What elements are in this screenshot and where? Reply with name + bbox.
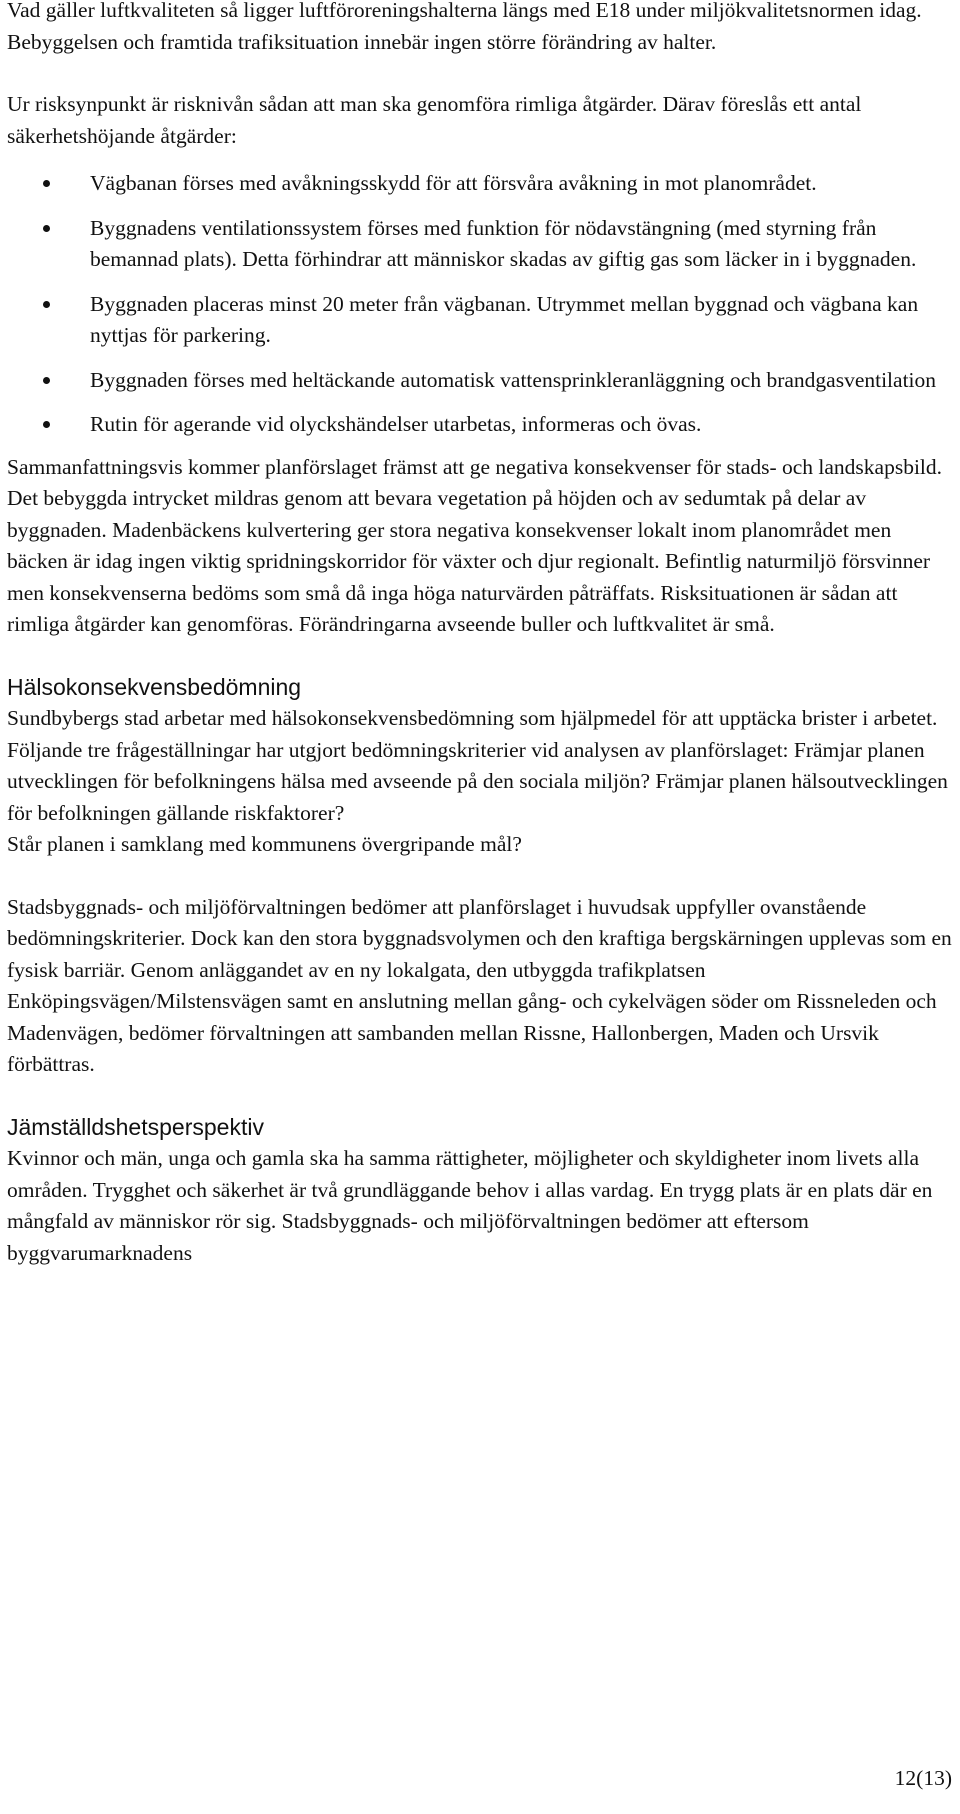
bullet-icon [43,180,50,187]
equality-heading: Jämställdshetsperspektiv [7,1113,264,1140]
bullet-icon [43,301,50,308]
health-paragraph-text: Sundbybergs stad arbetar med hälsokonsekvensbedömning som hjälpmedel för att upptäcka brister i arbetet. Följande tre frågeställningar har utgjort bedömningskriterier vid analysen av planförslaget: Främjar planen utvecklingen för befolkningens hälsa med avseende på den sociala miljön? Främjar planen hälsoutvecklingen för befolkningen gällande riskfaktorer? [7,706,948,825]
list-item [7,289,955,352]
health-paragraph [7,703,955,861]
bullet-icon [43,421,50,428]
list-item-text: Vägbanan förses med avåkningsskydd för att försvåra avåkning in mot planområdet. [90,171,817,195]
list-item [7,213,955,276]
list-item-text: Byggnaden placeras minst 20 meter från vägbanan. Utrymmet mellan byggnad och vägbana kan nyttjas för parkering. [90,291,919,347]
list-item [7,168,955,200]
safety-measures-list [7,168,955,441]
list-item-text: Byggnadens ventilationssystem förses med funktion för nödavstängning (med styrning från bemannad plats). Detta förhindrar att människor skadas av giftig gas som läcker in i byggnaden. [90,215,917,271]
page-content [7,0,955,1269]
summary-paragraph: Sammanfattningsvis kommer planförslaget främst att ge negativa konsekvenser för stads- och landskapsbild. Det bebyggda intrycket mildras genom att bevara vegetation på höjden och av sedumtak på delar av byggnaden. Madenbäckens kulvertering ger stora negativa konsekvenser lokalt inom planområdet men bäcken är idag ingen viktig spridningskorridor för växter och djur regionalt. Befintlig naturmiljö försvinner men konsekvenserna bedöms som små då inga höga naturvärden påträffats. Risksituationen är sådan att rimliga åtgärder kan genomföras. Förändringarna avseende buller och luftkvalitet är små. [7,454,943,636]
bullet-icon [43,377,50,384]
risk-paragraph: Ur risksynpunkt är risknivån sådan att man ska genomföra rimliga åtgärder. Därav föreslås ett antal säkerhetshöjande åtgärder: [7,92,862,148]
health-heading: Hälsokonsekvensbedömning [7,673,302,700]
list-item-text: Byggnaden förses med heltäckande automatisk vattensprinkleranläggning och brandgasventilation [90,367,937,392]
equality-paragraph: Kvinnor och män, unga och gamla ska ha samma rättigheter, möjligheter och skyldigheter inom livets alla områden. Trygghet och säkerhet är två grundläggande behov i allas vardag. En trygg plats är en plats där en mångfald av människor rör sig. Stadsbyggnads- och miljöförvaltningen bedömer att eftersom byggvarumarknadens [7,1146,933,1265]
air-quality-paragraph: Vad gäller luftkvaliteten så ligger luftföroreningshalterna längs med E18 under miljökvalitetsnormen idag. Bebyggelsen och framtida trafiksituation innebär ingen större förändring av halter. [7,0,922,54]
list-item-text: Rutin för agerande vid olyckshändelser utarbetas, informeras och övas. [90,412,702,436]
assessment-paragraph: Stadsbyggnads- och miljöförvaltningen bedömer att planförslaget i huvudsak uppfyller ovanstående bedömningskriterier. Dock kan den stora byggnadsvolymen och den kraftiga bergskärningen upplevas som en fysisk barriär. Genom anläggandet av en ny lokalgata, den utbyggda trafikplatsen Enköpingsvägen/Milstensvägen samt en anslutning mellan gång- och cykelvägen söder om Rissneleden och Madenvägen, bedömer förvaltningen att sambanden mellan Rissne, Hallonbergen, Maden och Ursvik förbättras. [7,894,952,1076]
health-paragraph-question: Står planen i samklang med kommunens övergripande mål? [7,832,522,856]
list-item [7,365,955,397]
page-number: 12(13) [894,1766,952,1790]
bullet-icon [43,225,50,232]
list-item [7,409,955,441]
